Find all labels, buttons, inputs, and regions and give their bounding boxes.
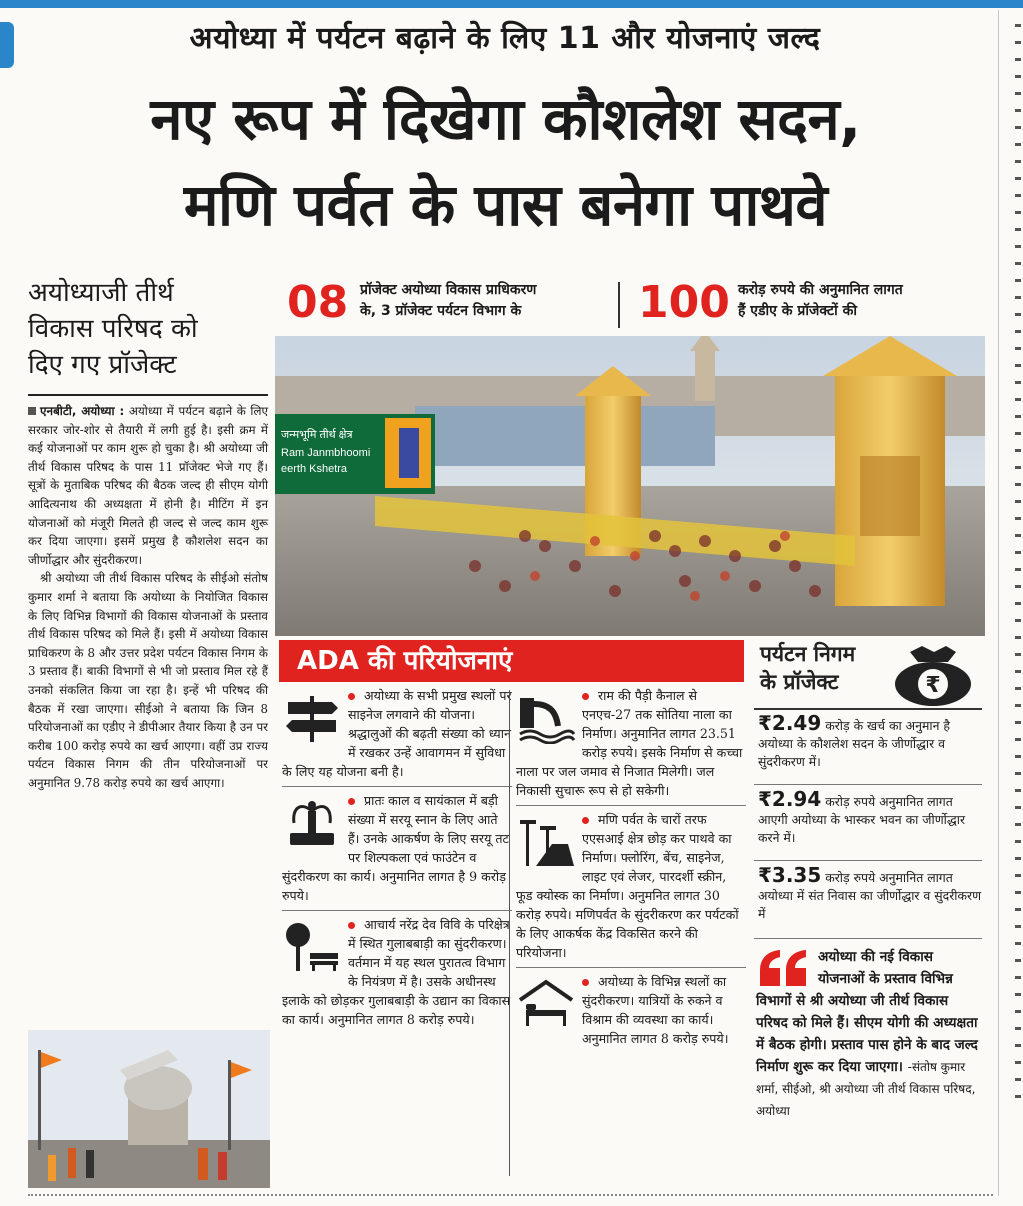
sidebar-heading-line-2: विकास परिषद को bbox=[28, 314, 198, 344]
rupee-bag-icon bbox=[888, 644, 978, 706]
bullet-icon bbox=[348, 693, 355, 700]
bullet-icon bbox=[582, 817, 589, 824]
square-bullet-icon bbox=[28, 407, 36, 415]
ada-column-divider bbox=[509, 690, 510, 1176]
paryatan-rule bbox=[754, 708, 982, 710]
stat-text-projects bbox=[360, 280, 615, 322]
sign-english-text-2: eerth Kshetra bbox=[281, 463, 348, 475]
ada-item-pathway-text: मणि पर्वत के चारों तरफ एएसआई क्षेत्र छोड़ कर पाथवे का निर्माण। फ्लोरिंग, बेंच, साइनेज, लाइट एवं लेजर, पारदर्शी स्क्रीन, फूड क्योस्क का निर्माण। अनुमनित लागत 30 करोड़ रुपये। मणिपर्वत के सुंदरीकरण कर पर्यटकों के लिए आकर्षक केंद्र विकसित करने की परियोजना। bbox=[516, 812, 739, 960]
paryatan-heading-line-2: के प्रॉजेक्ट bbox=[760, 670, 839, 694]
ada-projects-heading: ADA की परियोजनाएं bbox=[279, 640, 744, 682]
stat-number-cost: 100 bbox=[638, 277, 730, 328]
bullet-icon bbox=[348, 922, 355, 929]
paryatan-divider bbox=[754, 860, 982, 861]
paryatan-divider bbox=[754, 784, 982, 785]
sidebar-body bbox=[28, 402, 268, 792]
ada-item-shelter-text: अयोध्या के विभिन्न स्थलों का सुंदरीकरण। यात्रियों के रुकने व विश्राम की व्यवस्था का कार्य। अनुमानित लागत 8 करोड़ रुपये। bbox=[582, 974, 729, 1046]
bullet-icon bbox=[348, 798, 355, 805]
paryatan-item-3-amount: ₹3.35 bbox=[758, 863, 822, 887]
item-divider bbox=[282, 786, 512, 787]
sidebar-rule bbox=[28, 394, 268, 396]
stat-number-projects: 08 bbox=[287, 277, 349, 328]
ada-column-2 bbox=[516, 686, 746, 1048]
stat-divider bbox=[618, 282, 620, 328]
left-edge-tab bbox=[0, 22, 14, 68]
paryatan-item-1-text: करोड़ के खर्च का अनुमान है अयोध्या के कौशलेश सदन के जीर्णोद्धार व सुंदरीकरण में। bbox=[758, 718, 950, 769]
main-headline bbox=[18, 76, 993, 248]
park-icon bbox=[282, 919, 342, 973]
paryatan-divider bbox=[754, 938, 982, 939]
ada-item-gulabbari-text: आचार्य नरेंद्र देव विवि के परिक्षेत्र में स्थित गुलाबबाड़ी का सुंदरीकरण। वर्तमान में यह स्थल पुरातत्व विभाग के नियंत्रण में है। उसके अधीनस्थ इलाके को छोड़कर गुलाबबाड़ी के उद्यान का विकास का कार्य। अनुमानित लागत 8 करोड़ रुपये। bbox=[282, 917, 511, 1027]
paryatan-item-2-amount: ₹2.94 bbox=[758, 787, 822, 811]
ada-item-shelter bbox=[516, 972, 746, 1048]
statue-photo bbox=[28, 1030, 270, 1188]
sign-hindi-text: जन्मभूमि तीर्थ क्षेत्र bbox=[281, 429, 353, 441]
adjacent-column-edge bbox=[998, 10, 1023, 1196]
ada-item-signage-text: अयोध्या के सभी प्रमुख स्थलों पर साइनेज लगवाने की योजना। श्रद्धालुओं की बढ़ती संख्या को ध्यान में रखकर उन्हें आवागमन में सुविधा के लिए यह योजना बनी है। bbox=[282, 688, 512, 779]
ceo-quote bbox=[756, 946, 984, 1122]
sidebar-heading bbox=[28, 275, 268, 383]
dateline: एनबीटी, अयोध्या : bbox=[40, 404, 125, 418]
ada-item-drain bbox=[516, 686, 746, 800]
bottom-dotted-rule bbox=[28, 1194, 993, 1196]
rupee-symbol: ₹ bbox=[925, 673, 941, 698]
sidebar-paragraph-1 bbox=[28, 402, 268, 569]
ada-item-signage bbox=[282, 686, 512, 781]
headline-line-2: मणि पर्वत के पास बनेगा पाथवे bbox=[183, 171, 828, 239]
kicker-headline: अयोध्या में पर्यटन बढ़ाने के लिए 11 और योजनाएं जल्द bbox=[189, 21, 821, 56]
paryatan-item-1-amount: ₹2.49 bbox=[758, 711, 822, 735]
stat-text-cost-line-2: हैं एडीए के प्रॉजेक्टों की bbox=[738, 303, 857, 319]
headline-line-1: नए रूप में दिखेगा कौशलेश सदन, bbox=[150, 85, 861, 153]
paryatan-heading-line-1: पर्यटन निगम bbox=[760, 642, 856, 666]
ayodhya-crowd-photo bbox=[275, 336, 985, 636]
ada-column-1 bbox=[282, 686, 512, 1029]
signpost-icon bbox=[282, 690, 342, 744]
bullet-icon bbox=[582, 693, 589, 700]
quote-mark-icon bbox=[756, 948, 812, 988]
stat-text-projects-line-1: प्रॉजेक्ट अयोध्या विकास प्राधिकरण bbox=[360, 282, 537, 298]
item-divider bbox=[282, 910, 512, 911]
stat-text-cost-line-1: करोड़ रुपये की अनुमानित लागत bbox=[738, 282, 903, 298]
paryatan-heading bbox=[760, 640, 900, 696]
sidebar-paragraph-1-text: अयोध्या में पर्यटन बढ़ाने के लिए सरकार जोर-शोर से तैयारी में लगी हुई है। इसी क्रम में कई योजनाओं पर काम शुरू हो चुका है। श्री अयोध्या जी तीर्थ विकास परिषद के पास 11 प्रॉजेक्ट भेजे गए हैं। सूत्रों के मुताबिक परिषद की बैठक जल्द ही सीएम योगी आदित्यनाथ की अध्यक्षता में होनी है। मीटिंग में इन योजनाओं को मंजूरी मिलते ही जल्द से जल्द काम शुरू कर दिया जाएगा। इसमें प्रमुख है कौशलेश सदन का जीर्णोद्धार और सुंदरीकरण। bbox=[28, 404, 269, 567]
stat-text-cost bbox=[738, 280, 983, 322]
ada-item-fountain bbox=[282, 791, 512, 905]
fountain-icon bbox=[282, 795, 342, 849]
item-divider bbox=[516, 967, 746, 968]
paryatan-item-1 bbox=[758, 711, 984, 771]
drain-icon bbox=[516, 690, 576, 744]
top-color-strip bbox=[0, 0, 1023, 8]
paryatan-item-2 bbox=[758, 787, 984, 847]
sign-english-text-1: Ram Janmbhoomi bbox=[281, 447, 371, 459]
paryatan-item-2-text: करोड़ रुपये अनुमानित लागत आएगी अयोध्या के भास्कर भवन का जीर्णोद्धार करने में। bbox=[758, 794, 966, 845]
shelter-icon bbox=[516, 976, 576, 1030]
sidebar-paragraph-2: श्री अयोध्या जी तीर्थ विकास परिषद के सीईओ संतोष कुमार शर्मा ने बताया कि अयोध्या के नियोजित विकास के लिए विभिन्न विभागों की विकास योजनाओं के प्रस्ताव तीर्थ विकास परिषद को मिले हैं। इसी में अयोध्या विकास प्राधिकरण के 8 और उत्तर प्रदेश पर्यटन विकास निगम के 3 प्रस्ताव हैं। बाकी विभागों से भी जो प्रस्ताव मिल रहे हैं उनको संकलित किया जा रहा है। इन्हें भी परिषद की बैठक में रखा जाएगा। सीईओ ने बताया कि जिन 8 परियोजनाओं का एडीए ने डीपीआर तैयार किया है उन पर करीब 100 करोड़ रुपये का खर्च आएगा। वहीं उप्र राज्य पर्यटन विकास निगम की तीन परियोजनाओं पर अनुमानित 9.78 करोड़ रुपये का खर्च आएगा। bbox=[28, 571, 268, 790]
quote-attribution: -संतोष कुमार शर्मा, सीईओ, श्री अयोध्या जी तीर्थ विकास परिषद, अयोध्या bbox=[756, 1060, 976, 1118]
stat-text-projects-line-2: के, 3 प्रॉजेक्ट पर्यटन विभाग के bbox=[360, 303, 522, 319]
item-divider bbox=[516, 805, 746, 806]
bullet-icon bbox=[582, 979, 589, 986]
ada-item-pathway bbox=[516, 810, 746, 962]
ada-item-fountain-text: प्रातः काल व सायंकाल में बड़ी संख्या में सरयू स्नान के लिए आते हैं। उनके आकर्षण के लिए सरयू तट पर शिल्पकला एवं फाउंटेन व सुंदरीकरण का कार्य। अनुमानित लागत है 9 करोड़ रुपये। bbox=[282, 793, 509, 903]
streetlight-icon bbox=[516, 814, 576, 868]
quote-text: अयोध्या की नई विकास योजनाओं के प्रस्ताव विभिन्न विभागों से श्री अयोध्या जी तीर्थ विकास परिषद को मिले हैं। सीएम योगी की अध्यक्षता में बैठक होगी। प्रस्ताव पास होने के बाद जल्द निर्माण शुरू कर दिया जाएगा। bbox=[756, 949, 978, 1075]
ada-item-drain-text: राम की पैड़ी कैनाल से एनएच-27 तक सोतिया नाला का निर्माण। अनुमानित लागत 23.51 करोड़ रुपये। इसके निर्माण से कच्चा नाला पर जल जमाव से निजात मिलेगी। जल निकासी सुचारू रूप से हो सकेगी। bbox=[516, 688, 743, 798]
sidebar-heading-line-1: अयोध्याजी तीर्थ bbox=[28, 278, 174, 308]
sidebar-heading-line-3: दिए गए प्रॉजेक्ट bbox=[28, 350, 177, 380]
paryatan-item-3 bbox=[758, 863, 984, 923]
paryatan-item-3-text: करोड़ रुपये अनुमानित लागत अयोध्या में संत निवास का जीर्णोद्धार व सुंदरीकरण में bbox=[758, 870, 982, 921]
ada-item-gulabbari bbox=[282, 915, 512, 1029]
